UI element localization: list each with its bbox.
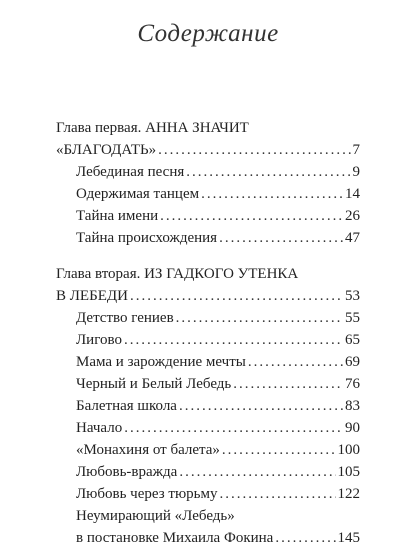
entry-label: Балетная школа: [76, 398, 177, 414]
page-number: 83: [345, 398, 360, 414]
page-number: 122: [337, 486, 360, 502]
toc-entry: [76, 207, 360, 225]
toc-entry: [76, 309, 360, 327]
dot-leader: [179, 463, 335, 481]
page-number: 76: [345, 376, 360, 392]
chapter-1-heading: Глава первая. АННА ЗНАЧИТ: [56, 120, 249, 136]
dot-leader: [219, 229, 343, 247]
entry-label: Мама и зарождение мечты: [76, 354, 246, 370]
chapter-1-entry: [56, 141, 360, 159]
toc-entry: [76, 185, 360, 203]
entry-label: в постановке Михаила Фокина: [76, 530, 274, 546]
entry-label: Лебединая песня: [76, 164, 185, 180]
dot-leader: [186, 163, 350, 181]
page-number: 7: [352, 142, 360, 158]
entry-label: Любовь-вражда: [76, 464, 178, 480]
toc-entry: [76, 375, 360, 393]
toc-entry: [76, 331, 360, 349]
entry-label: Детство гениев: [76, 310, 174, 326]
dot-leader: [248, 353, 343, 371]
entry-label: Черный и Белый Лебедь: [76, 376, 232, 392]
page-number: 55: [345, 310, 360, 326]
page-number: 105: [337, 464, 360, 480]
dot-leader: [124, 419, 343, 437]
toc-entry: [76, 397, 360, 415]
toc-entry: [76, 485, 360, 503]
dot-leader: [233, 375, 343, 393]
dot-leader: [220, 485, 336, 503]
dot-leader: [158, 141, 350, 159]
dot-leader: [179, 397, 343, 415]
entry-label: Тайна имени: [76, 208, 159, 224]
dot-leader: [275, 529, 335, 547]
entry-label: Начало: [76, 420, 123, 436]
page-number: 145: [337, 530, 360, 546]
page-number: 53: [345, 288, 360, 304]
toc-entry: [76, 353, 360, 371]
page-number: 14: [345, 186, 360, 202]
dot-leader: [176, 309, 343, 327]
page-number: 100: [337, 442, 360, 458]
entry-label: «Монахиня от балета»: [76, 442, 220, 458]
toc-entry: [76, 419, 360, 437]
dot-leader: [201, 185, 343, 203]
toc-entry: [76, 229, 360, 247]
entry-label: Лигово: [76, 332, 122, 348]
page-number: 26: [345, 208, 360, 224]
chapter-2-heading: Глава вторая. ИЗ ГАДКОГО УТЕНКА: [56, 266, 299, 282]
toc-entry: [76, 529, 360, 547]
entry-label: Тайна происхождения: [76, 230, 218, 246]
dot-leader: [222, 441, 336, 459]
dot-leader: [124, 331, 343, 349]
page-number: 69: [345, 354, 360, 370]
page-title: Содержание: [137, 20, 279, 47]
dot-leader: [160, 207, 343, 225]
page-number: 9: [352, 164, 360, 180]
entry-label-line1: Неумирающий «Лебедь»: [76, 508, 235, 524]
chapter-2-entry: [56, 287, 360, 305]
dot-leader: [130, 287, 343, 305]
chapter-2-heading-cont: В ЛЕБЕДИ: [56, 288, 128, 304]
chapter-1-heading-cont: «БЛАГОДАТЬ»: [56, 142, 157, 158]
toc-entry: [76, 163, 360, 181]
page-number: 65: [345, 332, 360, 348]
entry-label: Одержимая танцем: [76, 186, 200, 202]
entry-label: Любовь через тюрьму: [76, 486, 218, 502]
page-number: 47: [345, 230, 360, 246]
toc-entry: [76, 441, 360, 459]
page-number: 90: [345, 420, 360, 436]
toc-entry: [76, 463, 360, 481]
